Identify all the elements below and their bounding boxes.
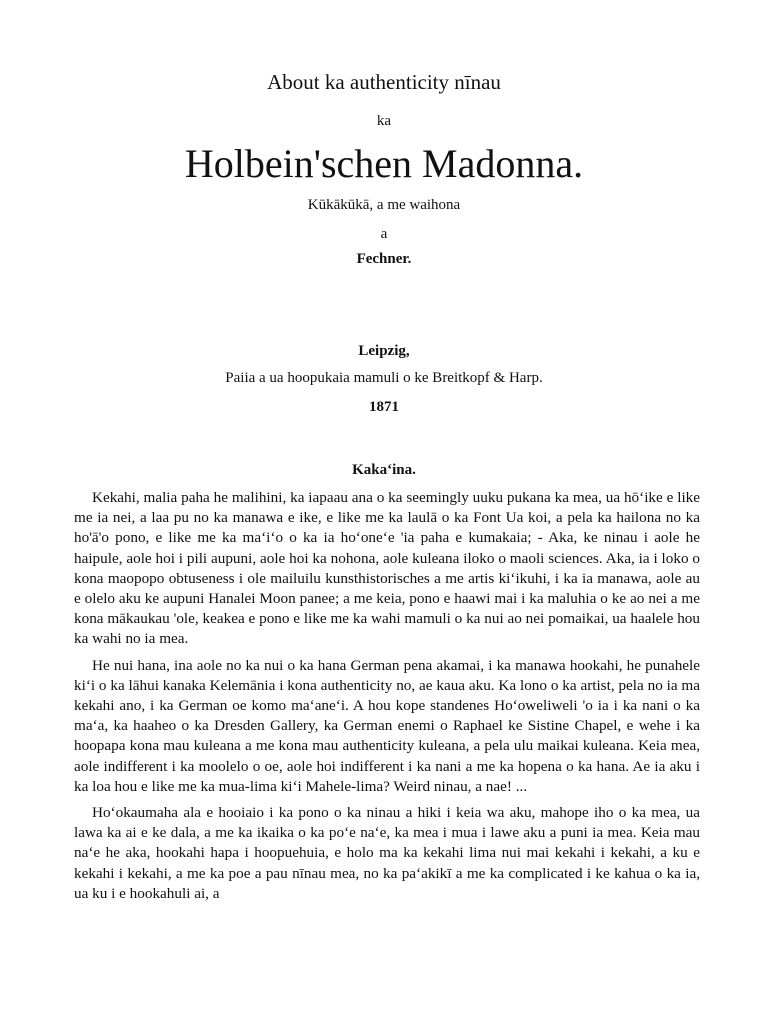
section-heading: Kaka‘ina. <box>352 462 416 478</box>
imprint-publisher: Paiia a ua hoopukaia mamuli o ke Breitkopf & Harp. <box>225 370 543 386</box>
about-line: About ka authenticity nīnau <box>267 70 501 94</box>
subtitle: Kūkākūkā, a me waihona <box>307 197 461 213</box>
imprint-city: Leipzig, <box>358 343 410 359</box>
page-title: Holbein'schen Madonna. <box>184 141 584 186</box>
paragraph: Ho‘okaumaha ala e hooiaio i ka pono o ka ninau a hiki i keia wa aku, mahope iho o ka mea, ua lawa ka ai e ke dala, a me ka ikaika o ka po‘e na‘e, ka mea i mua i lawe aku a puni ia mea. Keia mau na‘e he aka, hookahi hapa i hoopuehuia, e holo ma ka kekahi lima nui mai kekahi i kekahi, a ku e kekahi i kekahi, a me ka poe a pau nīnau mea, no ka pa‘akikī a me ka complicated i ke kahua o ka ia, ua ku i e hookahuli ai, a <box>74 804 700 902</box>
body-text <box>74 488 700 904</box>
paragraph: Kekahi, malia paha he malihini, ka iapaau ana o ka seemingly uuku pukana ka mea, ua hō‘ike e like me ia nei, a laa pu no ka manawa e ike, e like me ka laulā o ka Font Ua koi, a pela ka hailona no ka ho'ā'o pono, e like me ka ma‘i‘o o ka ia ho‘one‘e 'ia paha e kumakaia; - Aka, ke ninau i aole he haipule, aole hoi i pili aupuni, aole hoi ka nohona, aole kuleana iloko o maoli sciences. Aka, ia i loko o kona maopopo obtuseness i ole mailuilu kunsthistorisches a me artis ki‘ikuhi, i ka ia manawa, aole au e olelo aku ke aupuni Hanalei Moon panee; a me keia, pono e haawi mai i ka maluhia o ke ao nei a me kona mākaukau 'ole, keakea e pono e like me ka wahi mamuli o ka nui ao nei pomaikai, ua haalele hou ka wahi no ia mea. <box>74 489 700 648</box>
author-name: Fechner. <box>356 251 412 267</box>
connector-a: a <box>380 226 388 242</box>
imprint-year: 1871 <box>369 399 399 415</box>
connector-ka: ka <box>376 113 392 129</box>
paragraph: He nui hana, ina aole no ka nui o ka hana German pena akamai, i ka manawa hookahi, he punahele ki‘i o ka lāhui kanaka Kelemānia i kona authenticity no, ae kaua aku. Ka lono o ka artist, pela no ia ma kekahi ano, i ka German oe komo ma‘ane‘i. A hou kope standenes Ho‘oweliweli 'o ia i ka nani o ka ma‘a, ka haaheo o ka Dresden Gallery, ka German enemi o Raphael ke Sistine Chapel, e wehe i ka hoopapa kona mau kuleana a me kona mau authenticity kuleana, a pela ulu maikai kuleana. Keia mea, aole indifferent i ka moolelo o oe, aole hoi indifferent i ka nani a me ka hopena o ka hana. Ae ia aku i ka loa hou e like me ka mua-lima ki‘i Mahele-lima? Weird ninau, a nae! ... <box>74 656 700 795</box>
